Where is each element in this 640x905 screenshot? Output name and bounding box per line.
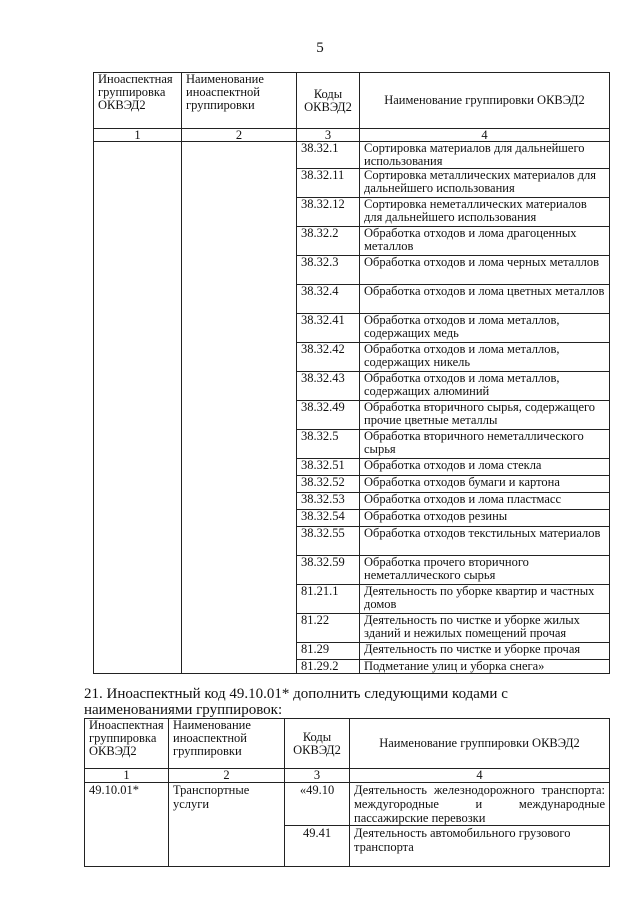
okved-code: 38.32.53: [297, 493, 360, 510]
okved-code: 38.32.51: [297, 459, 360, 476]
okved-code: 38.32.1: [297, 142, 360, 169]
col-number: 1: [85, 769, 169, 783]
col-number: 3: [297, 129, 360, 142]
okved-name: Обработка отходов текстильных материалов: [360, 527, 610, 556]
table-header-row: [85, 719, 610, 769]
okved-code: 38.32.59: [297, 556, 360, 585]
header-codes: Коды ОКВЭД2: [285, 719, 350, 769]
okved-code: «49.10: [285, 783, 350, 826]
okved-code: 38.32.11: [297, 169, 360, 198]
col-number: 2: [169, 769, 285, 783]
alt-group-code: 49.10.01*: [85, 783, 169, 867]
col-number: 1: [94, 129, 182, 142]
okved-name: Деятельность железнодорожного транспорта: междугородные и международные пассажирские перевозки: [350, 783, 610, 826]
okved-code: 38.32.4: [297, 285, 360, 314]
okved-code: 81.21.1: [297, 585, 360, 614]
okved-code: 49.41: [285, 826, 350, 867]
okved-code: 38.32.2: [297, 227, 360, 256]
page-number: 5: [316, 40, 324, 56]
okved-code: 38.32.49: [297, 401, 360, 430]
okved-code: 38.32.12: [297, 198, 360, 227]
okved-name: Обработка отходов и лома пластмасс: [360, 493, 610, 510]
alt-group-name: Транспортные услуги: [169, 783, 285, 867]
header-alt-group-name: Наименование иноаспектной группировки: [182, 73, 297, 129]
okved-code: 38.32.5: [297, 430, 360, 459]
okved-name: Подметание улиц и уборка снега»: [360, 660, 610, 674]
column-number-row: [94, 129, 610, 142]
okved-name: Обработка отходов бумаги и картона: [360, 476, 610, 493]
okved-name: Обработка вторичного сырья, содержащего прочие цветные металлы: [360, 401, 610, 430]
okved-table-addition: [84, 718, 610, 867]
header-alt-group-name: Наименование иноаспектной группировки: [169, 719, 285, 769]
okved-code: 81.29.2: [297, 660, 360, 674]
table-row: [85, 783, 610, 826]
okved-name: Обработка отходов и лома драгоценных металлов: [360, 227, 610, 256]
alt-group-cell-empty: [94, 142, 182, 674]
okved-name: Обработка прочего вторичного неметаллического сырья: [360, 556, 610, 585]
col-number: 4: [360, 129, 610, 142]
alt-group-name-cell-empty: [182, 142, 297, 674]
okved-name: Деятельность автомобильного грузового транспорта: [350, 826, 610, 867]
okved-name: Деятельность по уборке квартир и частных домов: [360, 585, 610, 614]
header-codes: Коды ОКВЭД2: [297, 73, 360, 129]
okved-name: Обработка отходов и лома цветных металлов: [360, 285, 610, 314]
okved-code: 38.32.3: [297, 256, 360, 285]
okved-code: 38.32.41: [297, 314, 360, 343]
header-group-name: Наименование группировки ОКВЭД2: [350, 719, 610, 769]
col-number: 4: [350, 769, 610, 783]
column-number-row: [85, 769, 610, 783]
paragraph-21-line1: 21. Иноаспектный код 49.10.01* дополнить следующими кодами с: [84, 686, 508, 702]
okved-code: 38.32.43: [297, 372, 360, 401]
header-group-name: Наименование группировки ОКВЭД2: [360, 73, 610, 129]
header-alt-group: Иноаспектная группировка ОКВЭД2: [85, 719, 169, 769]
okved-name: Обработка вторичного неметаллического сырья: [360, 430, 610, 459]
okved-code: 38.32.55: [297, 527, 360, 556]
okved-code: 81.29: [297, 643, 360, 660]
okved-name: Обработка отходов резины: [360, 510, 610, 527]
okved-code: 38.32.54: [297, 510, 360, 527]
okved-code: 38.32.42: [297, 343, 360, 372]
okved-code: 81.22: [297, 614, 360, 643]
okved-name: Обработка отходов и лома металлов, содержащих медь: [360, 314, 610, 343]
okved-name: Сортировка неметаллических материалов для дальнейшего использования: [360, 198, 610, 227]
okved-name: Обработка отходов и лома металлов, содержащих алюминий: [360, 372, 610, 401]
okved-name: Сортировка металлических материалов для дальнейшего использования: [360, 169, 610, 198]
table-row: [94, 142, 610, 169]
okved-name: Деятельность по чистке и уборке жилых зданий и нежилых помещений прочая: [360, 614, 610, 643]
col-number: 3: [285, 769, 350, 783]
header-alt-group: Иноаспектная группировка ОКВЭД2: [94, 73, 182, 129]
okved-name: Обработка отходов и лома черных металлов: [360, 256, 610, 285]
okved-code: 38.32.52: [297, 476, 360, 493]
okved-name: Деятельность по чистке и уборке прочая: [360, 643, 610, 660]
col-number: 2: [182, 129, 297, 142]
table-header-row: [94, 73, 610, 129]
okved-name: Обработка отходов и лома металлов, содержащих никель: [360, 343, 610, 372]
okved-table-continued: [93, 72, 610, 674]
okved-name: Обработка отходов и лома стекла: [360, 459, 610, 476]
paragraph-21-line2: наименованиями группировок:: [84, 702, 283, 718]
okved-name: Сортировка материалов для дальнейшего использования: [360, 142, 610, 169]
